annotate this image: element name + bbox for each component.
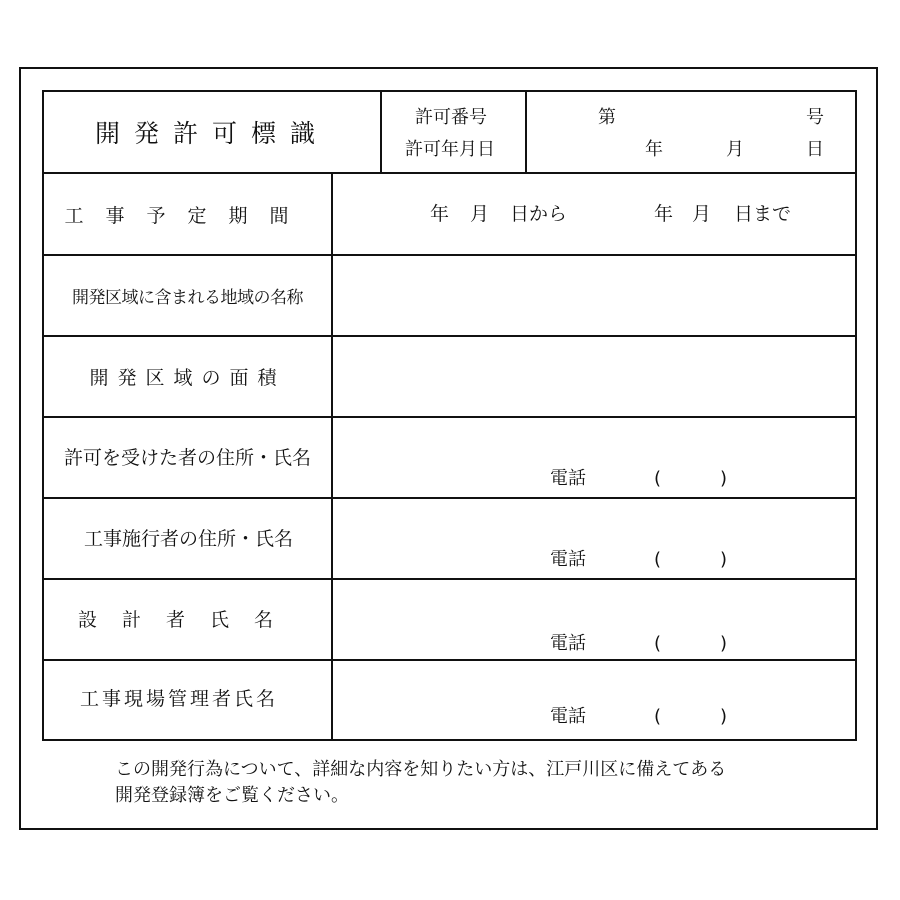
header-divider-labels <box>525 92 527 172</box>
construction-period-label: 工事予定期間 <box>64 204 311 227</box>
period-from-year: 年 <box>430 203 450 225</box>
footer-note-line1: この開発行為について、詳細な内容を知りたい方は、江戸川区に備えてある <box>115 759 727 780</box>
development-area-name-label: 開発区域に含まれる地域の名称 <box>72 288 303 308</box>
permit-number-label: 許可番号 <box>415 107 487 128</box>
development-area-size-label: 開発区域の面積 <box>89 367 286 389</box>
period-to-day: 日まで <box>734 203 792 225</box>
row-divider <box>44 578 855 580</box>
tel-close-paren: ) <box>720 706 728 727</box>
row-divider <box>44 497 855 499</box>
tel-open-paren: ( <box>654 633 662 654</box>
header-divider-title <box>380 92 382 172</box>
tel-label: 電話 <box>550 633 586 654</box>
tel-open-paren: ( <box>654 549 662 570</box>
tel-open-paren: ( <box>654 706 662 727</box>
row-divider <box>44 416 855 418</box>
period-to-year: 年 <box>654 203 674 225</box>
label-column-divider <box>331 172 333 739</box>
row-label-cell <box>44 337 331 416</box>
period-from-month: 月 <box>470 203 490 225</box>
footer-note-line2: 開発登録簿をご覧ください。 <box>115 785 349 806</box>
tel-label: 電話 <box>550 468 586 489</box>
period-from-day: 日から <box>510 203 568 225</box>
number-suffix: 号 <box>806 107 824 128</box>
permit-month-label: 月 <box>726 139 744 160</box>
row-divider <box>44 659 855 661</box>
tel-close-paren: ) <box>720 549 728 570</box>
tel-label: 電話 <box>550 706 586 727</box>
contractor-label: 工事施行者の住所・氏名 <box>84 528 294 550</box>
tel-close-paren: ) <box>720 633 728 654</box>
title-cell <box>44 92 380 172</box>
permit-date-label: 許可年月日 <box>405 139 495 160</box>
row-label-cell <box>44 256 331 335</box>
tel-close-paren: ) <box>720 468 728 489</box>
permit-day-label: 日 <box>806 139 824 160</box>
tel-open-paren: ( <box>654 468 662 489</box>
tel-label: 電話 <box>550 549 586 570</box>
row-label-cell <box>44 174 331 254</box>
period-to-month: 月 <box>692 203 712 225</box>
sign-title: 開発許可標識 <box>94 119 329 148</box>
site-manager-label: 工事現場管理者氏名 <box>80 688 279 710</box>
permit-year-label: 年 <box>645 139 663 160</box>
designer-label: 設計者氏名 <box>78 609 299 631</box>
number-prefix: 第 <box>598 107 616 128</box>
sign-table <box>42 90 857 741</box>
permit-holder-label: 許可を受けた者の住所・氏名 <box>64 447 312 469</box>
